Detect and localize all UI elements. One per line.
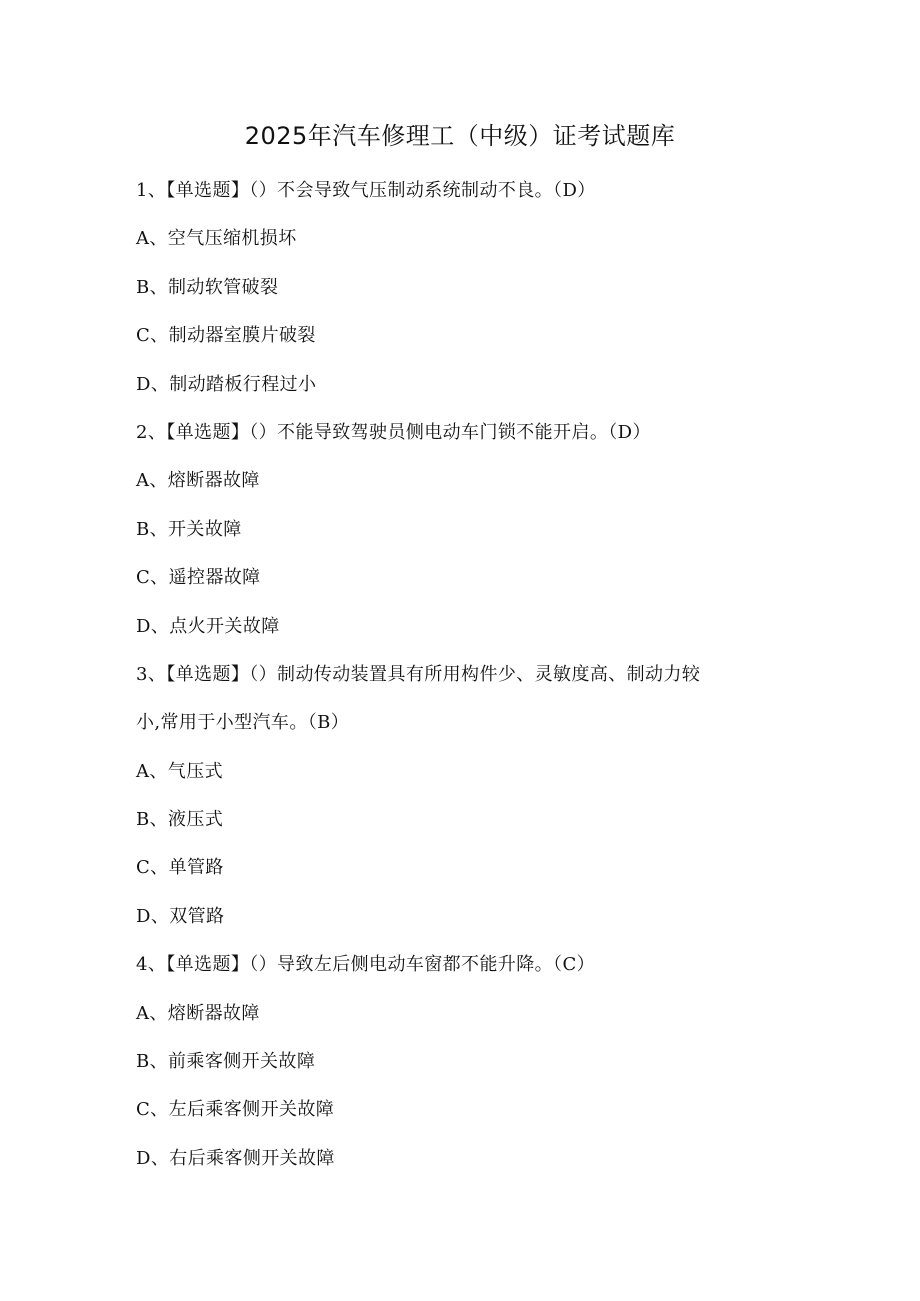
question-stem: 4、【单选题】（）导致左后侧电动车窗都不能升降。（C） bbox=[136, 954, 596, 976]
option-c: C、制动器室膜片破裂 bbox=[136, 325, 316, 347]
option-a: A、熔断器故障 bbox=[136, 1002, 260, 1024]
question-stem-continuation: 小,常用于小型汽车。（B） bbox=[136, 712, 350, 734]
question-stem: 2、【单选题】（）不能导致驾驶员侧电动车门锁不能开启。（D） bbox=[136, 421, 651, 443]
option-d: D、点火开关故障 bbox=[136, 615, 280, 637]
option-b: B、开关故障 bbox=[136, 518, 242, 540]
option-d: D、双管路 bbox=[136, 905, 225, 927]
document-title: 2025年汽车修理工（中级）证考试题库 bbox=[244, 122, 676, 150]
question-stem: 3、【单选题】（）制动传动装置具有所用构件少、灵敏度高、制动力较 bbox=[136, 663, 701, 685]
option-a: A、气压式 bbox=[136, 760, 223, 782]
option-c: C、左后乘客侧开关故障 bbox=[136, 1099, 335, 1121]
option-d: D、制动踏板行程过小 bbox=[136, 373, 317, 395]
question-stem: 1、【单选题】（）不会导致气压制动系统制动不良。（D） bbox=[136, 180, 596, 201]
option-c: C、单管路 bbox=[136, 857, 224, 879]
question-list bbox=[136, 167, 786, 1183]
option-c: C、遥控器故障 bbox=[136, 567, 261, 589]
option-b: B、制动软管破裂 bbox=[136, 276, 279, 298]
option-d: D、右后乘客侧开关故障 bbox=[136, 1147, 335, 1169]
option-b: B、前乘客侧开关故障 bbox=[136, 1051, 316, 1073]
option-a: A、空气压缩机损坏 bbox=[136, 228, 297, 250]
option-b: B、液压式 bbox=[136, 809, 224, 831]
option-a: A、熔断器故障 bbox=[136, 470, 260, 492]
